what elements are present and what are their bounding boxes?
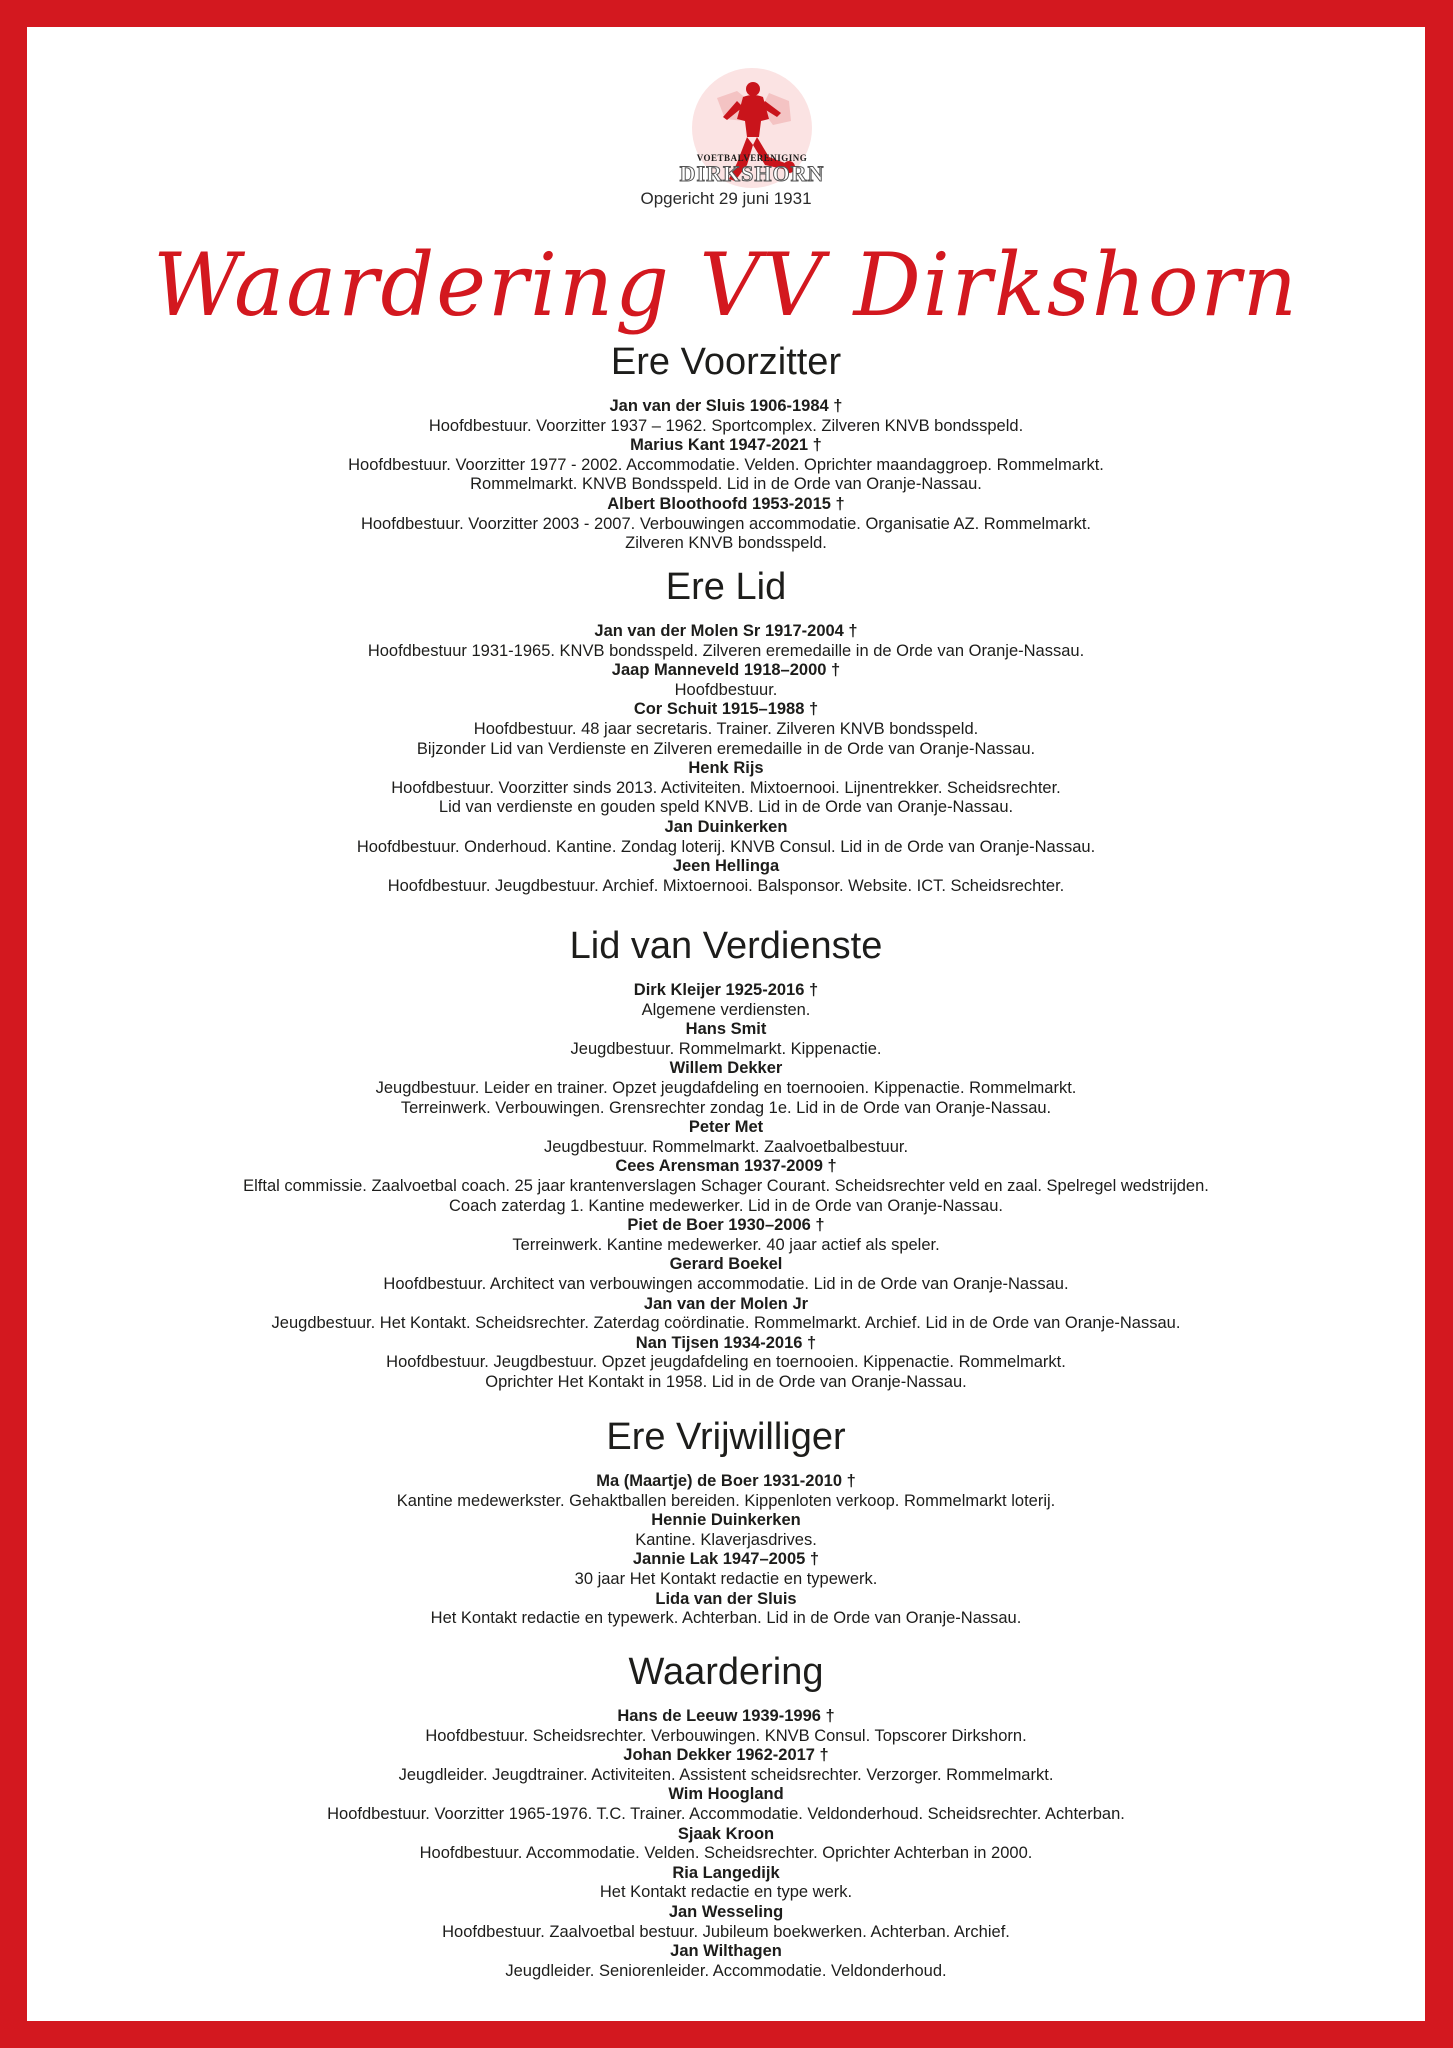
- member-name: Cor Schuit 1915–1988 †: [633, 700, 819, 719]
- member-name: Jannie Lak 1947–2005 †: [632, 1550, 820, 1569]
- list-item: [27, 1785, 1425, 1824]
- member-description: Jeugdbestuur. Rommelmarkt. Kippenactie.: [570, 1039, 882, 1058]
- list-item: [27, 1118, 1425, 1157]
- entry-list: [27, 1472, 1425, 1629]
- member-name: Hans de Leeuw 1939-1996 †: [617, 1707, 835, 1725]
- list-item: [27, 818, 1425, 857]
- member-name: Nan Tijsen 1934-2016 †: [635, 1333, 817, 1352]
- list-item: [27, 622, 1425, 661]
- member-name: Gerard Boekel: [669, 1255, 783, 1274]
- member-description: Jeugdleider. Seniorenleider. Accommodatie. Veldonderhoud.: [505, 1961, 947, 1980]
- member-name: Piet de Boer 1930–2006 †: [627, 1216, 825, 1235]
- section-heading: Lid van Verdienste: [569, 925, 883, 967]
- section-lid-van-verdienste: [27, 923, 1425, 1392]
- member-description: Hoofdbestuur. Architect van verbouwingen accommodatie. Lid in de Orde van Oranje-Nassau.: [383, 1274, 1069, 1293]
- section-heading: Ere Lid: [665, 566, 787, 608]
- member-description: Hoofdbestuur. 48 jaar secretaris. Trainer. Zilveren KNVB bondsspeld. Bijzonder Lid van Verdienste en Zilveren eremedaille in de Orde van Oranje-Nassau.: [416, 719, 1036, 758]
- list-item: [27, 397, 1425, 436]
- member-description: Algemene verdiensten.: [641, 1000, 811, 1019]
- member-name: Jan Wilthagen: [670, 1942, 782, 1961]
- list-item: [27, 1864, 1425, 1903]
- entry-list: [27, 1707, 1425, 1981]
- member-name: Jan van der Molen Sr 1917-2004 †: [594, 622, 858, 640]
- member-description: Jeugdbestuur. Het Kontakt. Scheidsrechter. Zaterdag coördinatie. Rommelmarkt. Archief. Lid in de Orde van Oranje-Nassau.: [271, 1314, 1181, 1333]
- member-description: Jeugdleider. Jeugdtrainer. Activiteiten. Assistent scheidsrechter. Verzorger. Rommelmarkt.: [398, 1765, 1054, 1784]
- list-item: [27, 759, 1425, 818]
- member-description: 30 jaar Het Kontakt redactie en typewerk.: [574, 1569, 878, 1588]
- page-title: Waardering VV Dirkshorn: [153, 234, 1299, 336]
- entry-list: [27, 981, 1425, 1392]
- member-name: Sjaak Kroon: [677, 1824, 775, 1843]
- member-name: Marius Kant 1947-2021 †: [630, 436, 822, 455]
- member-name: Jan van der Sluis 1906-1984 †: [609, 397, 843, 415]
- list-item: [27, 661, 1425, 700]
- member-name: Johan Dekker 1962-2017 †: [623, 1746, 829, 1765]
- member-description: Hoofdbestuur. Jeugdbestuur. Opzet jeugdafdeling en toernooien. Kippenactie. Rommelmarkt. Oprichter Het Kontakt in 1958. Lid in de Orde van Oranje-Nassau.: [386, 1353, 1066, 1391]
- list-item: [27, 1590, 1425, 1629]
- member-name: Jan van der Molen Jr: [643, 1294, 809, 1313]
- list-item: [27, 981, 1425, 1020]
- member-name: Ria Langedijk: [672, 1863, 780, 1882]
- list-item: [27, 1472, 1425, 1511]
- member-description: Hoofdbestuur. Voorzitter 1977 - 2002. Accommodatie. Velden. Oprichter maandaggroep. Rommelmarkt. Rommelmarkt. KNVB Bondsspeld. Lid in de Orde van Oranje-Nassau.: [348, 455, 1104, 494]
- member-description: Hoofdbestuur. Voorzitter sinds 2013. Activiteiten. Mixtoernooi. Lijnentrekker. Scheidsrechter. Lid van verdienste en gouden speld KNVB. Lid in de Orde van Oranje-Nassau.: [391, 778, 1061, 817]
- list-item: [27, 1825, 1425, 1864]
- member-name: Peter Met: [688, 1118, 764, 1137]
- member-description: Hoofdbestuur. Onderhoud. Kantine. Zondag loterij. KNVB Consul. Lid in de Orde van Oranje-Nassau.: [356, 837, 1096, 856]
- list-item: [27, 1255, 1425, 1294]
- list-item: [27, 1511, 1425, 1550]
- list-item: [27, 1295, 1425, 1334]
- member-description: Hoofdbestuur. Zaalvoetbal bestuur. Jubileum boekwerken. Achterban. Archief.: [442, 1922, 1010, 1941]
- member-name: Henk Rijs: [688, 759, 764, 778]
- member-name: Jeen Hellinga: [672, 857, 780, 876]
- list-item: [27, 1550, 1425, 1589]
- member-description: Hoofdbestuur. Accommodatie. Velden. Scheidsrechter. Oprichter Achterban in 2000.: [419, 1844, 1033, 1863]
- list-item: [27, 1059, 1425, 1118]
- member-name: Albert Bloothoofd 1953-2015 †: [607, 494, 845, 513]
- list-item: [27, 857, 1425, 896]
- section-waardering: [27, 1649, 1425, 1981]
- section-heading: Waardering: [628, 1651, 824, 1693]
- member-description: Jeugdbestuur. Leider en trainer. Opzet jeugdafdeling en toernooien. Kippenactie. Rommelmarkt. Terreinwerk. Verbouwingen. Grensrechter zondag 1e. Lid in de Orde van Oranje-Nassau.: [375, 1078, 1077, 1117]
- section-heading: Ere Voorzitter: [610, 341, 842, 383]
- member-name: Jan Wesseling: [668, 1902, 784, 1921]
- member-description: Elftal commissie. Zaalvoetbal coach. 25 jaar krantenverslagen Schager Courant. Scheidsrechter veld en zaal. Spelregel wedstrijden. Coach zaterdag 1. Kantine medewerker. Lid in de Orde van Oranje-Nassau.: [243, 1176, 1209, 1215]
- entry-list: [27, 622, 1425, 896]
- member-description: Hoofdbestuur. Voorzitter 2003 - 2007. Verbouwingen accommodatie. Organisatie AZ. Rommelmarkt. Zilveren KNVB bondsspeld.: [360, 514, 1092, 553]
- list-item: [27, 1216, 1425, 1255]
- member-description: Jeugdbestuur. Rommelmarkt. Zaalvoetbalbestuur.: [543, 1137, 909, 1156]
- member-name: Willem Dekker: [669, 1059, 783, 1078]
- list-item: [27, 700, 1425, 759]
- member-description: Het Kontakt redactie en typewerk. Achterban. Lid in de Orde van Oranje-Nassau.: [430, 1609, 1022, 1628]
- member-name: Cees Arensman 1937-2009 †: [615, 1157, 837, 1176]
- member-description: Hoofdbestuur. Voorzitter 1937 – 1962. Sportcomplex. Zilveren KNVB bondsspeld.: [428, 416, 1024, 435]
- member-description: Terreinwerk. Kantine medewerker. 40 jaar actief als speler.: [512, 1235, 940, 1254]
- founded-date: Opgericht 29 juni 1931: [640, 189, 812, 208]
- section-ere-lid: [27, 564, 1425, 896]
- member-name: Jaap Manneveld 1918–2000 †: [611, 661, 841, 680]
- list-item: [27, 1334, 1425, 1393]
- section-ere-vrijwilliger: [27, 1414, 1425, 1629]
- member-description: Kantine medewerkster. Gehaktballen bereiden. Kippenloten verkoop. Rommelmarkt loterij.: [396, 1491, 1056, 1510]
- logo-club-name: DIRKSHORN: [679, 161, 825, 186]
- member-name: Ma (Maartje) de Boer 1931-2010 †: [596, 1472, 856, 1490]
- list-item: [27, 1157, 1425, 1216]
- member-description: Het Kontakt redactie en type werk.: [599, 1883, 853, 1902]
- list-item: [27, 1903, 1425, 1942]
- section-ere-voorzitter: [27, 339, 1425, 554]
- logo-club-type: VOETBALVERENIGING: [696, 153, 808, 163]
- entry-list: [27, 397, 1425, 554]
- member-name: Wim Hoogland: [668, 1785, 784, 1804]
- member-name: Hans Smit: [685, 1020, 767, 1039]
- member-name: Jan Duinkerken: [664, 817, 788, 836]
- list-item: [27, 1020, 1425, 1059]
- member-description: Hoofdbestuur. Jeugdbestuur. Archief. Mixtoernooi. Balsponsor. Website. ICT. Scheidsrechter.: [387, 876, 1065, 895]
- list-item: [27, 495, 1425, 554]
- list-item: [27, 1746, 1425, 1785]
- member-name: Dirk Kleijer 1925-2016 †: [633, 981, 819, 999]
- list-item: [27, 1942, 1425, 1981]
- member-description: Hoofdbestuur. Scheidsrechter. Verbouwingen. KNVB Consul. Topscorer Dirkshorn.: [425, 1726, 1027, 1745]
- member-description: Hoofdbestuur.: [674, 680, 778, 699]
- section-heading: Ere Vrijwilliger: [606, 1416, 846, 1458]
- list-item: [27, 436, 1425, 495]
- member-description: Hoofdbestuur 1931-1965. KNVB bondsspeld. Zilveren eremedaille in de Orde van Oranje-Nassau.: [367, 641, 1085, 660]
- member-description: Hoofdbestuur. Voorzitter 1965-1976. T.C. Trainer. Accommodatie. Veldonderhoud. Scheidsrechter. Achterban.: [327, 1804, 1125, 1823]
- appreciation-poster: [27, 27, 1425, 2021]
- member-description: Kantine. Klaverjasdrives.: [635, 1530, 817, 1549]
- member-name: Lida van der Sluis: [655, 1589, 797, 1608]
- list-item: [27, 1707, 1425, 1746]
- member-name: Hennie Duinkerken: [651, 1511, 801, 1530]
